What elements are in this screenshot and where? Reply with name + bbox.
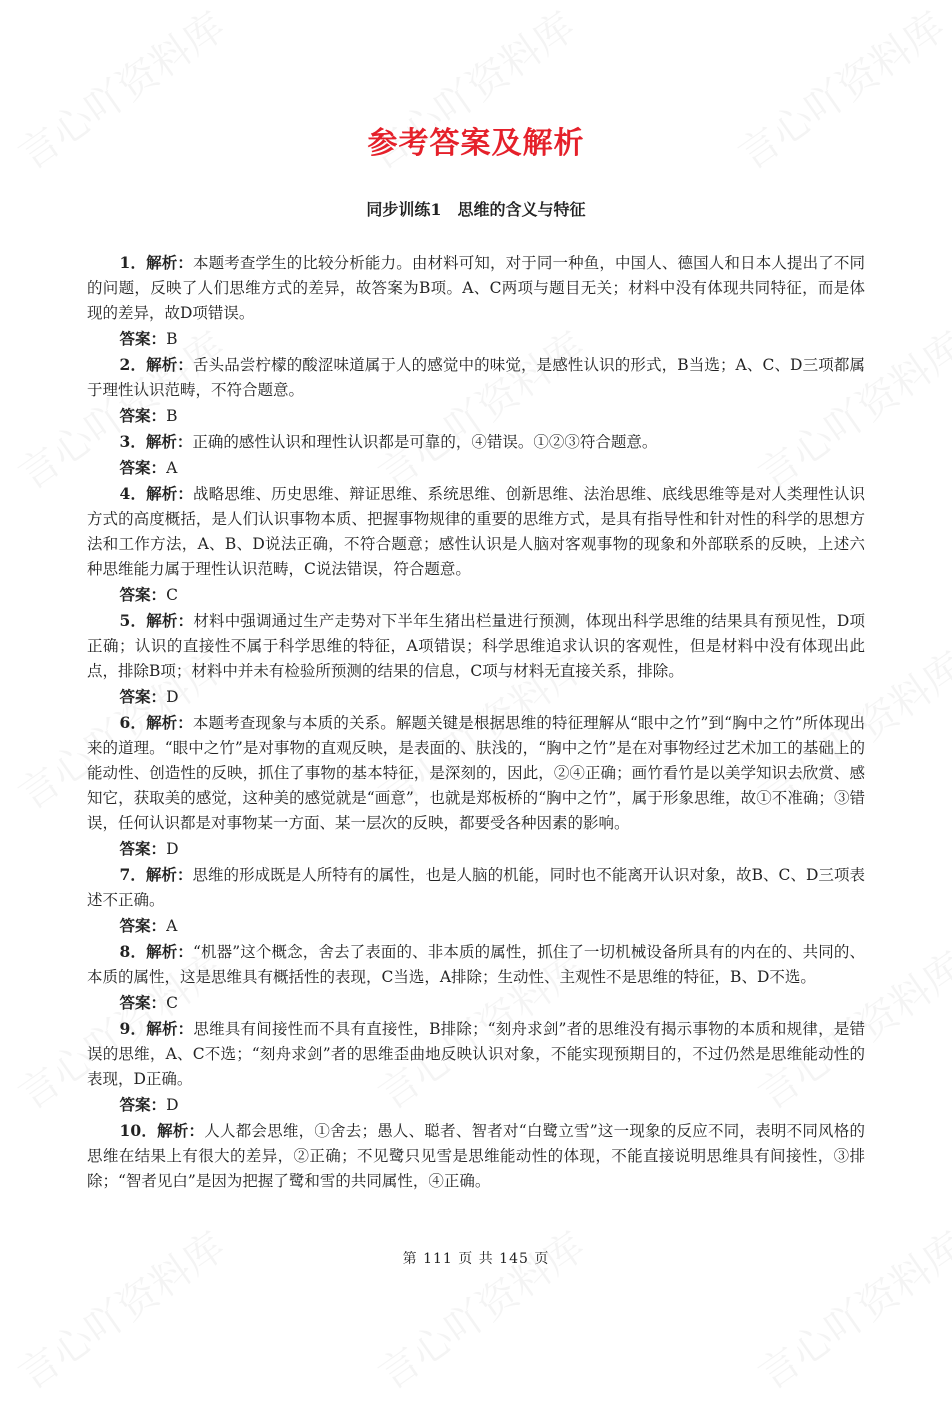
- analysis-paragraph: [87, 710, 865, 836]
- analysis-text: 人人都会思维，①舍去；愚人、聪者、智者对“白鹭立雪”这一现象的反应不同，表明不同风格的思维在结果上有很大的差异，②正确；不见鹭只见雪是思维能动性的体现，不能直接说明思维具有间接性，③排除；“智者见白”是因为把握了鹭和雪的共同属性，④正确。: [87, 1122, 865, 1190]
- answer-value: A: [166, 917, 178, 935]
- answer-line: [87, 836, 865, 862]
- analysis-label: 解析：: [145, 865, 193, 884]
- watermark: [5, 1216, 234, 1400]
- answer-line: [87, 913, 865, 939]
- analysis-label: 解析：: [146, 484, 193, 503]
- answer-list: [87, 250, 865, 1194]
- analysis-label: 解析：: [146, 611, 194, 630]
- analysis-label: 解析：: [157, 1121, 205, 1140]
- answer-value: C: [166, 994, 178, 1012]
- analysis-text: 本题考查现象与本质的关系。解题关键是根据思维的特征理解从“眼中之竹”到“胸中之竹”所体现出来的道理。“眼中之竹”是对事物的直观反映，是表面的、肤浅的，“胸中之竹”是在对事物经过艺术加工的基础上的能动性、创造性的反映，抓住了事物的基本特征，是深刻的，因此，②④正确；画竹看竹是以美学知识去欣赏、感知它，获取美的感觉，这种美的感觉就是“画意”，也就是郑板桥的“胸中之竹”，属于形象思维，故①不准确；③错误，任何认识都是对事物某一方面、某一层次的反映，都要受各种因素的影响。: [87, 714, 865, 832]
- analysis-text: 战略思维、历史思维、辩证思维、系统思维、创新思维、法治思维、底线思维等是对人类理性认识方式的高度概括，是人们认识事物本质、把握事物规律的重要的思维方式，是具有指导性和针对性的科学的思想方法和工作方法，A、B、D说法正确，不符合题意；感性认识是人脑对客观事物的现象和外部联系的反映，上述六种思维能力属于理性认识范畴，C说法错误，符合题意。: [87, 485, 865, 578]
- answer-label: 答案：: [119, 1095, 167, 1114]
- analysis-paragraph: [87, 1016, 865, 1092]
- analysis-label: 解析：: [146, 355, 193, 374]
- answer-line: [87, 990, 865, 1016]
- analysis-paragraph: [87, 429, 865, 455]
- analysis-text: 舌头品尝柠檬的酸涩味道属于人的感觉中的味觉，是感性认识的形式，B当选；A、C、D三项都属于理性认识范畴，不符合题意。: [87, 356, 865, 399]
- watermark: [745, 1216, 952, 1400]
- question-number: 5．: [119, 611, 147, 630]
- answer-label: 答案：: [119, 687, 167, 706]
- question-number: 8．: [119, 942, 147, 961]
- analysis-label: 解析：: [146, 713, 193, 732]
- answer-value: D: [166, 1096, 179, 1114]
- page-title: 参考答案及解析: [367, 126, 585, 161]
- answer-line: [87, 684, 865, 710]
- answer-label: 答案：: [119, 329, 167, 348]
- answer-value: D: [166, 840, 179, 858]
- question-number: 1．: [119, 253, 147, 272]
- answer-line: [87, 455, 865, 481]
- answer-value: C: [166, 586, 178, 604]
- answer-label: 答案：: [119, 993, 167, 1012]
- analysis-paragraph: [87, 1118, 865, 1194]
- answer-line: [87, 403, 865, 429]
- answer-label: 答案：: [119, 839, 167, 858]
- question-number: 3．: [119, 432, 146, 451]
- answer-value: B: [166, 330, 178, 348]
- question-number: 2．: [119, 355, 147, 374]
- analysis-text: 思维具有间接性而不具有直接性，B排除；“刻舟求剑”者的思维没有揭示事物的本质和规律，是错误的思维，A、C不选；“刻舟求剑”者的思维歪曲地反映认识对象，不能实现预期目的，不过仍然是思维能动性的表现，D正确。: [87, 1020, 865, 1088]
- question-number: 9．: [119, 1019, 147, 1038]
- question-number: 6．: [119, 713, 147, 732]
- answer-value: A: [166, 459, 178, 477]
- answer-line: [87, 582, 865, 608]
- section-subtitle: 同步训练1 思维的含义与特征: [366, 200, 586, 219]
- question-number: 10．: [119, 1121, 158, 1140]
- analysis-paragraph: [87, 250, 865, 326]
- analysis-label: 解析：: [146, 942, 193, 961]
- analysis-paragraph: [87, 608, 865, 684]
- analysis-text: 思维的形成既是人所特有的属性，也是人脑的机能，同时也不能离开认识对象，故B、C、D三项表述不正确。: [87, 866, 865, 909]
- analysis-paragraph: [87, 862, 865, 913]
- answer-line: [87, 326, 865, 352]
- question-number: 7．: [119, 865, 146, 884]
- answer-label: 答案：: [119, 458, 167, 477]
- answer-line: [87, 1092, 865, 1118]
- answer-label: 答案：: [119, 916, 167, 935]
- page-footer: 第 111 页 共 145 页: [402, 1251, 550, 1267]
- answer-value: B: [166, 407, 178, 425]
- analysis-label: 解析：: [146, 253, 193, 272]
- answer-label: 答案：: [119, 406, 167, 425]
- answer-label: 答案：: [119, 585, 167, 604]
- analysis-label: 解析：: [146, 1019, 194, 1038]
- analysis-text: “机器”这个概念，舍去了表面的、非本质的属性，抓住了一切机械设备所具有的内在的、共同的、本质的属性，这是思维具有概括性的表现，C当选，A排除；生动性、主观性不是思维的特征，B、D不选。: [87, 943, 865, 986]
- answer-value: D: [166, 688, 179, 706]
- analysis-text: 本题考查学生的比较分析能力。由材料可知，对于同一种鱼，中国人、德国人和日本人提出了不同的问题，反映了人们思维方式的差异，故答案为B项。A、C两项与题目无关；材料中没有体现共同特征，而是体现的差异，故D项错误。: [87, 254, 865, 322]
- analysis-text: 正确的感性认识和理性认识都是可靠的，④错误。①②③符合题意。: [192, 433, 658, 451]
- analysis-paragraph: [87, 352, 865, 403]
- analysis-paragraph: [87, 481, 865, 582]
- question-number: 4．: [119, 484, 147, 503]
- analysis-paragraph: [87, 939, 865, 990]
- analysis-text: 材料中强调通过生产走势对下半年生猪出栏量进行预测，体现出科学思维的结果具有预见性，D项正确；认识的直接性不属于科学思维的特征，A项错误；科学思维追求认识的客观性，但是材料中没有体现出此点，排除B项；材料中并未有检验所预测的结果的信息，C项与材料无直接关系，排除。: [87, 612, 865, 680]
- watermark: [365, 1216, 594, 1400]
- analysis-label: 解析：: [145, 432, 193, 451]
